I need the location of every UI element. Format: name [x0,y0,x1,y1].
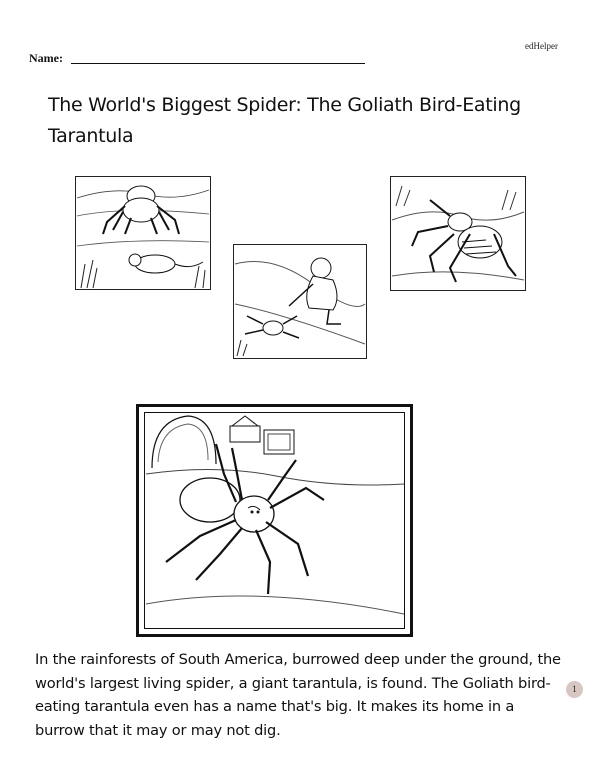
body-paragraph: In the rainforests of South America, burrowed deep under the ground, the world's largest living spider, a giant tarantula, is found. The Goliath bird-eating tarantula even has a name that's big. It makes its home in a burrow that it may or may not dig. [35,651,561,739]
tarantula-burrow-illustration [136,404,413,637]
brand-label: edHelper [525,41,558,51]
spider-on-rocks-illustration [390,176,526,291]
page-number-badge: 1 [566,681,583,698]
name-field [29,51,365,66]
name-label: Name: [29,51,63,65]
name-line[interactable] [71,63,365,64]
boy-and-spider-illustration [233,244,367,359]
spider-and-mouse-illustration [75,176,211,290]
page-title: The World's Biggest Spider: The Goliath Bird-Eating Tarantula [48,94,521,147]
